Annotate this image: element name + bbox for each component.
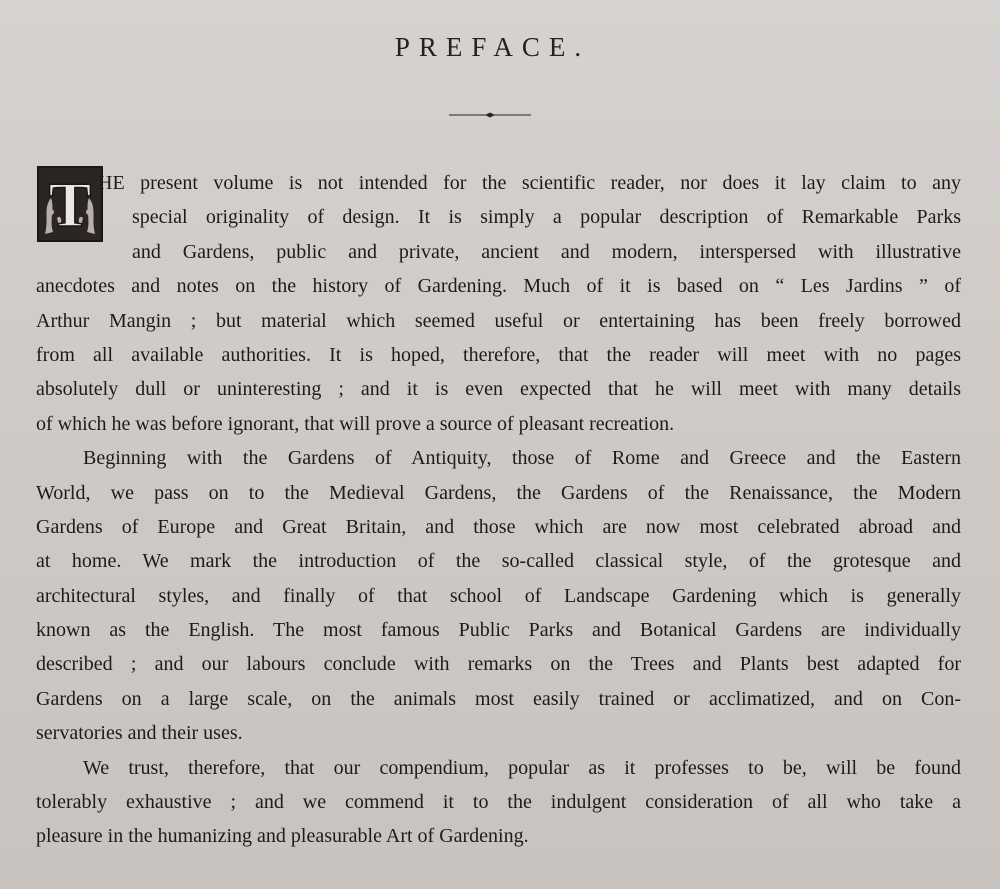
text-line: known as the English. The most famous Public Parks and Botanical Gardens are individually [36, 619, 961, 642]
text-line: of which he was before ignorant, that will prove a source of pleasant recreation. [36, 412, 675, 435]
text-line: pleasure in the humanizing and pleasurable Art of Gardening. [36, 825, 529, 848]
title-ornament-icon [449, 112, 531, 118]
text-line: special originality of design. It is simply a popular description of Remarkable Parks [132, 206, 961, 229]
text-line: Gardens on a large scale, on the animals most easily trained or acclimatized, and on Con- [36, 687, 961, 710]
text-line: and Gardens, public and private, ancient and modern, interspersed with illustrative [132, 240, 961, 263]
paragraph-2 [36, 441, 961, 751]
paragraph-3 [36, 751, 961, 854]
page-title: PREFACE. [394, 32, 591, 62]
text-line: World, we pass on to the Medieval Gardens, the Gardens of the Renaissance, the Modern [36, 481, 961, 504]
paragraph-1 [36, 166, 961, 441]
text-line: tolerably exhaustive ; and we commend it to the indulgent consideration of all who take a [36, 791, 961, 814]
dropcap-letter: T [48, 169, 92, 240]
text-line: from all available authorities. It is hoped, therefore, that the reader will meet with no pages [36, 343, 961, 366]
text-line: anecdotes and notes on the history of Gardening. Much of it is based on “ Les Jardins ” of [36, 275, 961, 298]
text-line: architectural styles, and finally of that school of Landscape Gardening which is generally [36, 584, 961, 607]
text-line: absolutely dull or uninteresting ; and it is even expected that he will meet with many details [36, 378, 961, 401]
text-line: Gardens of Europe and Great Britain, and those which are now most celebrated abroad and [36, 515, 961, 538]
text-line: We trust, therefore, that our compendium, popular as it professes to be, will be found [83, 756, 961, 779]
preface-body [36, 166, 961, 854]
text-line: servatories and their uses. [36, 722, 243, 745]
text-line: Arthur Mangin ; but material which seemed useful or entertaining has been freely borrowed [36, 309, 961, 332]
text-line: described ; and our labours conclude with remarks on the Trees and Plants best adapted for [36, 653, 961, 676]
text-line: HE present volume is not intended for the scientific reader, nor does it lay claim to any [98, 172, 961, 194]
text-line: Beginning with the Gardens of Antiquity, those of Rome and Greece and the Eastern [83, 447, 961, 470]
text-line: at home. We mark the introduction of the so-called classical style, of the grotesque and [36, 550, 961, 573]
